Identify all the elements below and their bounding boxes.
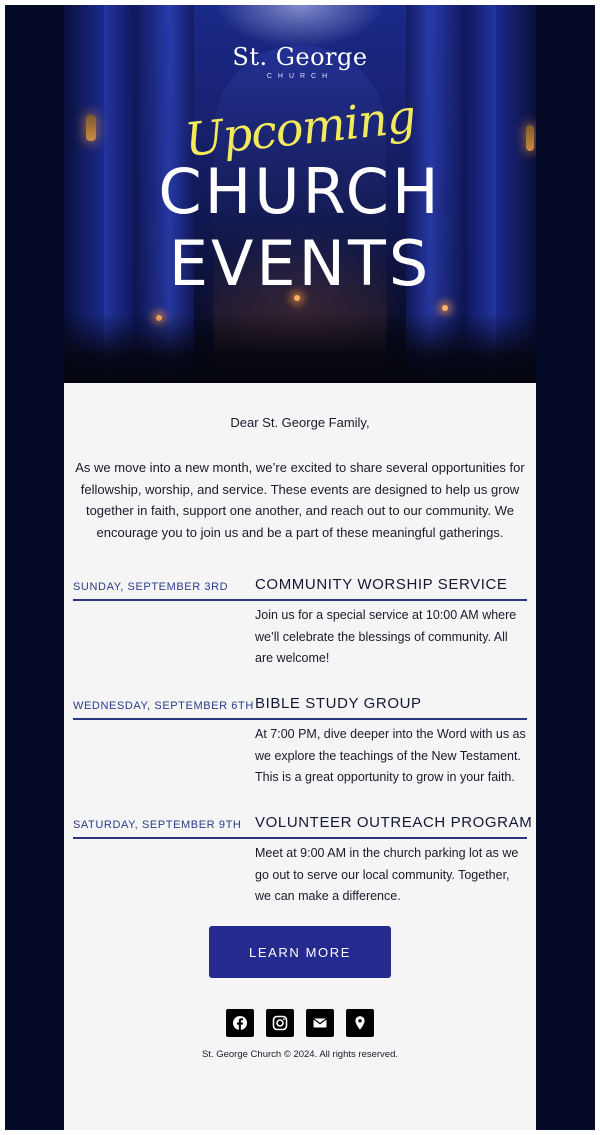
learn-more-button[interactable]: LEARN MORE [209, 926, 391, 978]
hero-candle [442, 305, 448, 311]
event-date: SUNDAY, SEPTEMBER 3RD [73, 581, 229, 593]
footer-copyright: St. George Church © 2024. All rights reserved. [201, 1049, 399, 1060]
event-date: SATURDAY, SEPTEMBER 9TH [73, 819, 242, 831]
church-logo: St. George [232, 43, 368, 71]
hero-title-line1: CHURCH [158, 155, 442, 228]
hero-floor [64, 313, 536, 383]
facebook-icon[interactable] [226, 1009, 254, 1037]
event-description: Join us for a special service at 10:00 AM where we’ll celebrate the blessings of community. All are welcome! [255, 608, 517, 666]
event-title: BIBLE STUDY GROUP [255, 695, 422, 712]
event-title: COMMUNITY WORSHIP SERVICE [255, 576, 508, 593]
hero-title-line2: EVENTS [168, 227, 432, 300]
location-pin-icon[interactable] [346, 1009, 374, 1037]
intro-paragraph: As we move into a new month, we’re excited to share several opportunities for fellowship, worship, and service. These events are designed to help us grow together in faith, support one another, and reach out to our community. We encourage you to join us and be a part of these meaningful gatherings. [75, 460, 525, 540]
event-divider [73, 718, 527, 720]
email-body [64, 5, 536, 1130]
hero-banner [64, 5, 536, 383]
church-logo-subtitle: CHURCH [266, 73, 334, 80]
greeting: Dear St. George Family, [230, 415, 370, 430]
event-title: VOLUNTEER OUTREACH PROGRAM [255, 814, 533, 831]
hero-script-word: Upcoming [182, 89, 418, 167]
event-divider [73, 837, 527, 839]
instagram-icon[interactable] [266, 1009, 294, 1037]
event-date: WEDNESDAY, SEPTEMBER 6TH [73, 700, 254, 712]
event-divider [73, 599, 527, 601]
social-links [64, 1009, 536, 1037]
event-description: Meet at 9:00 AM in the church parking lot as we go out to serve our local community. Together, we can make a difference. [255, 846, 519, 904]
email-icon[interactable] [306, 1009, 334, 1037]
event-description: At 7:00 PM, dive deeper into the Word with us as we explore the teachings of the New Testament. This is a great opportunity to grow in your faith. [255, 727, 526, 785]
